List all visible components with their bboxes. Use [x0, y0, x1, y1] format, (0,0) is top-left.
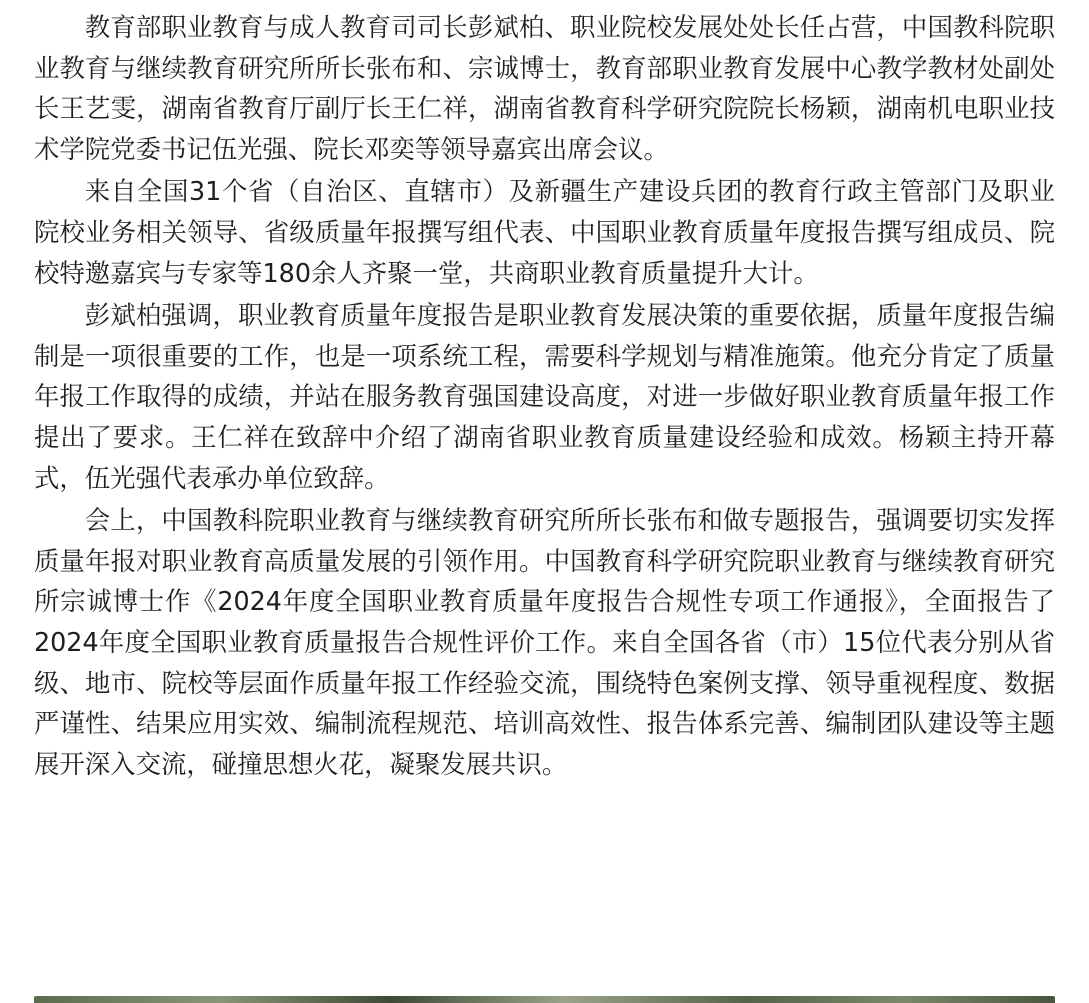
article-photo	[34, 996, 1055, 1003]
paragraph-meeting: 会上，中国教科院职业教育与继续教育研究所所长张布和做专题报告，强调要切实发挥质量年报对职业教育高质量发展的引领作用。中国教育科学研究院职业教育与继续教育研究所宗诚博士作《2024年度全国职业教育质量年度报告合规性专项工作通报》，全面报告了2024年度全国职业教育质量报告合规性评价工作。来自全国各省（市）15位代表分别从省级、地市、院校等层面作质量年报工作经验交流，围绕特色案例支撑、领导重视程度、数据严谨性、结果应用实效、编制流程规范、培训高效性、报告体系完善、编制团队建设等主题展开深入交流，碰撞思想火花，凝聚发展共识。	[34, 505, 1055, 779]
paragraph-attendees: 教育部职业教育与成人教育司司长彭斌柏、职业院校发展处处长任占营，中国教科院职业教育与继续教育研究所所长张布和、宗诚博士，教育部职业教育发展中心教学教材处副处长王艺雯，湖南省教育厅副厅长王仁祥，湖南省教育科学研究院院长杨颖，湖南机电职业技术学院党委书记伍光强、院长邓奕等领导嘉宾出席会议。	[34, 12, 1055, 164]
paragraph-participants: 来自全国31个省（自治区、直辖市）及新疆生产建设兵团的教育行政主管部门及职业院校业务相关领导、省级质量年报撰写组代表、中国职业教育质量年度报告撰写组成员、院校特邀嘉宾与专家等180余人齐聚一堂，共商职业教育质量提升大计。	[34, 176, 1055, 288]
paragraph-keynote: 彭斌柏强调，职业教育质量年度报告是职业教育发展决策的重要依据，质量年度报告编制是一项很重要的工作，也是一项系统工程，需要科学规划与精准施策。他充分肯定了质量年报工作取得的成绩，并站在服务教育强国建设高度，对进一步做好职业教育质量年报工作提出了要求。王仁祥在致辞中介绍了湖南省职业教育质量建设经验和成效。杨颖主持开幕式，伍光强代表承办单位致辞。	[34, 300, 1055, 493]
article-body	[34, 7, 1055, 786]
